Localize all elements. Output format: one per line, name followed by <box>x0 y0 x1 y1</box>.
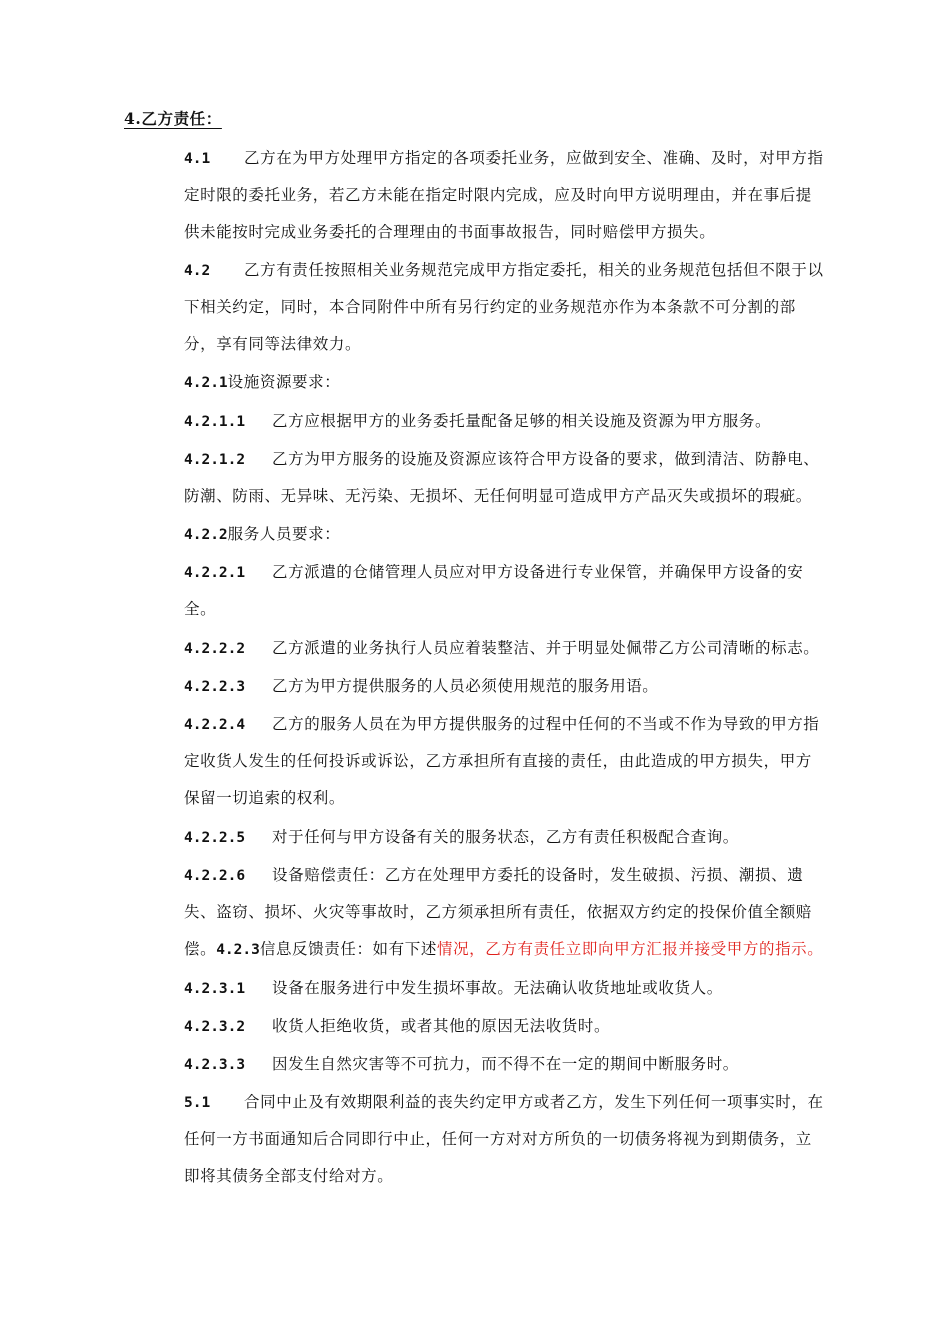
clause-4-2-1-2 <box>184 448 820 471</box>
clause-text: 乙方在为甲方处理甲方指定的各项委托业务，应做到安全、准确、及时，对甲方指 <box>244 149 824 167</box>
clause-text: 偿。 <box>184 940 217 958</box>
clause-4-2-2 <box>184 523 340 546</box>
clause-number: 4.2.3.2 <box>184 1019 246 1035</box>
clause-4-2-3-3 <box>184 1053 739 1076</box>
clause-text: 供未能按时完成业务委托的合理理由的书面事故报告，同时赔偿甲方损失。 <box>184 223 716 241</box>
clause-number: 4.2.2.6 <box>184 868 246 884</box>
clause-number: 4.2.2.1 <box>184 565 246 581</box>
clause-text: 防潮、防雨、无异味、无污染、无损坏、无任何明显可造成甲方产品灭失或损坏的瑕疵。 <box>184 487 812 505</box>
clause-number: 4.2.2.3 <box>184 679 246 695</box>
clause-text: 分，享有同等法律效力。 <box>184 335 362 353</box>
section-heading: 4.乙方责任： <box>124 109 222 128</box>
clause-text: 定时限的委托业务，若乙方未能在指定时限内完成，应及时向甲方说明理由，并在事后提 <box>184 186 812 204</box>
clause-number: 4.2.2 <box>184 527 228 543</box>
clause-4-2-1 <box>184 371 340 394</box>
clause-number: 4.2.2.2 <box>184 641 246 657</box>
clause-4-2-2-6 <box>184 864 804 887</box>
clause-4-2-2-4 <box>184 713 820 736</box>
clause-text: 合同中止及有效期限利益的丧失约定甲方或者乙方，发生下列任何一项事实时，在 <box>244 1093 824 1111</box>
clause-4-2-2-1 <box>184 561 804 584</box>
clause-text: 乙方为甲方服务的设施及资源应该符合甲方设备的要求，做到清洁、防静电、 <box>272 450 820 468</box>
clause-text: 因发生自然灾害等不可抗力，而不得不在一定的期间中断服务时。 <box>272 1055 739 1073</box>
clause-text: 收货人拒绝收货，或者其他的原因无法收货时。 <box>272 1017 611 1035</box>
clause-text: 乙方应根据甲方的业务委托量配备足够的相关设施及资源为甲方服务。 <box>272 412 772 430</box>
clause-number: 4.2.1.2 <box>184 452 246 468</box>
clause-4-2-3-2 <box>184 1015 611 1038</box>
clause-4-2-3 <box>184 938 823 961</box>
clause-text: 定收货人发生的任何投诉或诉讼，乙方承担所有直接的责任，由此造成的甲方损失，甲方 <box>184 752 812 770</box>
clause-number: 4.1 <box>184 151 211 167</box>
clause-text: 乙方派遣的业务执行人员应着装整洁、并于明显处佩带乙方公司清晰的标志。 <box>272 639 820 657</box>
clause-text: 设备在服务进行中发生损坏事故。无法确认收货地址或收货人。 <box>272 979 723 997</box>
clause-4-2-2-2 <box>184 637 820 660</box>
clause-text: 乙方为甲方提供服务的人员必须使用规范的服务用语。 <box>272 677 659 695</box>
clause-text: 设备赔偿责任：乙方在处理甲方委托的设备时，发生破损、污损、潮损、遗 <box>272 866 804 884</box>
clause-text: 下相关约定，同时，本合同附件中所有另行约定的业务规范亦作为本条款不可分割的部 <box>184 298 796 316</box>
clause-text: 服务人员要求： <box>227 525 341 543</box>
clause-number: 4.2.3.3 <box>184 1057 246 1073</box>
clause-4-1 <box>184 147 824 170</box>
clause-number: 4.2.3.1 <box>184 981 246 997</box>
clause-text: 乙方的服务人员在为甲方提供服务的过程中任何的不当或不作为导致的甲方指 <box>272 715 820 733</box>
clause-4-2-1-1 <box>184 410 772 433</box>
clause-5-1 <box>184 1091 824 1114</box>
clause-text: 设施资源要求： <box>227 373 341 391</box>
clause-text: 信息反馈责任：如有下述 <box>259 940 437 958</box>
clause-number: 4.2 <box>184 263 211 279</box>
clause-text: 乙方派遣的仓储管理人员应对甲方设备进行专业保管，并确保甲方设备的安 <box>272 563 804 581</box>
clause-number: 4.2.2.5 <box>184 830 246 846</box>
clause-text: 失、盗窃、损坏、火灾等事故时，乙方须承担所有责任，依据双方约定的投保价值全额赔 <box>184 903 812 921</box>
clause-text: 对于任何与甲方设备有关的服务状态，乙方有责任积极配合查询。 <box>272 828 739 846</box>
clause-text: 乙方有责任按照相关业务规范完成甲方指定委托，相关的业务规范包括但不限于以 <box>244 261 824 279</box>
clause-text: 即将其债务全部支付给对方。 <box>184 1167 394 1185</box>
highlighted-text: 情况，乙方有责任立即向甲方汇报并接受甲方的指示。 <box>436 940 824 958</box>
clause-text: 全。 <box>184 600 217 618</box>
clause-text: 任何一方书面通知后合同即行中止，任何一方对对方所负的一切债务将视为到期债务，立 <box>184 1130 812 1148</box>
clause-4-2-2-5 <box>184 826 739 849</box>
clause-number: 4.2.3 <box>216 942 260 958</box>
clause-number: 4.2.2.4 <box>184 717 246 733</box>
clause-4-2-3-1 <box>184 977 723 1000</box>
clause-4-2 <box>184 259 824 282</box>
clause-number: 4.2.1 <box>184 375 228 391</box>
clause-text: 保留一切追索的权利。 <box>184 789 346 807</box>
clause-4-2-2-3 <box>184 675 659 698</box>
clause-number: 4.2.1.1 <box>184 414 246 430</box>
clause-number: 5.1 <box>184 1095 211 1111</box>
